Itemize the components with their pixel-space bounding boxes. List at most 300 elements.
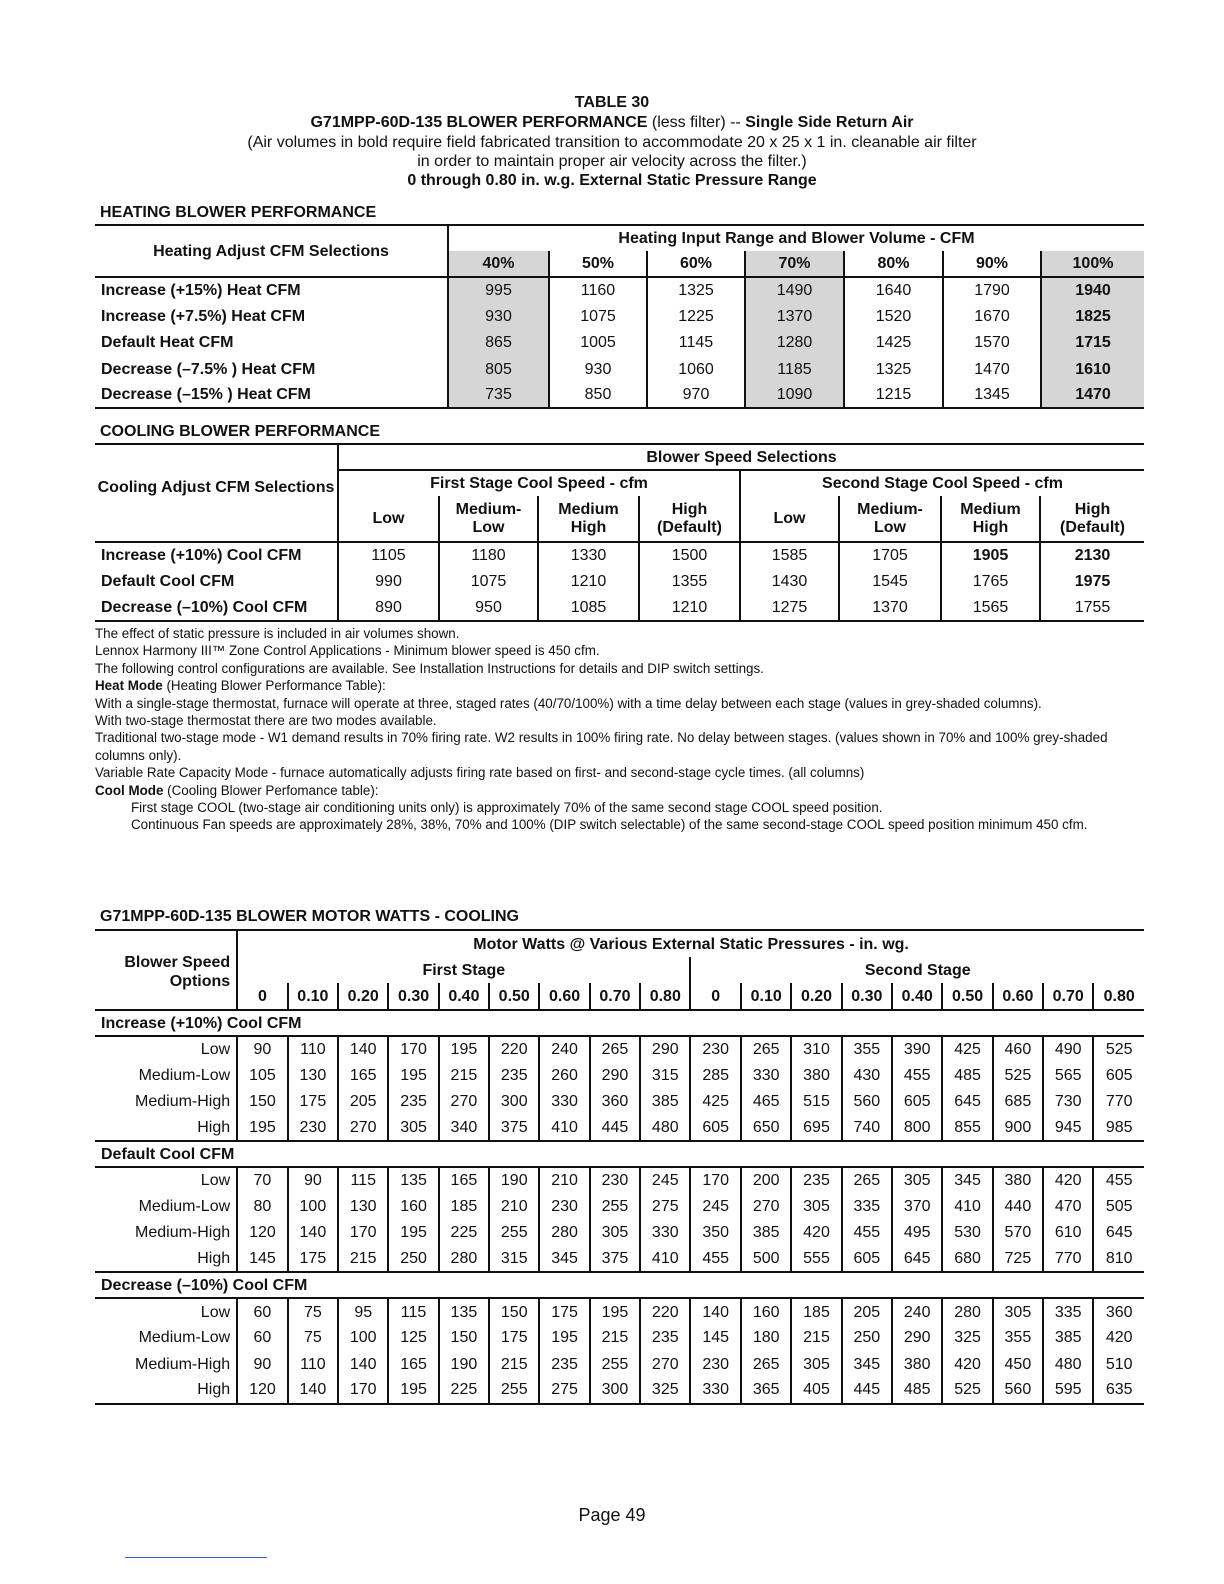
- watts-cell: 770: [1043, 1246, 1093, 1272]
- watts-cell: 560: [993, 1377, 1043, 1403]
- watts-cell: 110: [288, 1036, 338, 1062]
- note-continuous-fan: Continuous Fan speeds are approximately 28%, 38%, 70% and 100% (DIP switch selectable) of the same second-stage COOL speed position minimum 450 cfm.: [131, 817, 1088, 833]
- watts-cell: 355: [993, 1325, 1043, 1351]
- watts-cell: 245: [690, 1193, 741, 1219]
- watts-cell: 315: [640, 1062, 690, 1088]
- watts-cell: 130: [288, 1062, 338, 1088]
- watts-cell: 310: [791, 1036, 841, 1062]
- watts-cell: 570: [993, 1220, 1043, 1246]
- cooling-table: [95, 443, 1144, 622]
- watts-cell: 90: [237, 1351, 288, 1377]
- heating-cell: 1160: [549, 277, 647, 303]
- watts-cell: 250: [842, 1325, 892, 1351]
- cooling-cell: 1085: [538, 595, 639, 621]
- watts-cell: 325: [942, 1325, 992, 1351]
- heating-col-header: 100%: [1041, 251, 1144, 277]
- watts-cell: 175: [288, 1246, 338, 1272]
- watts-cell: 370: [892, 1193, 942, 1219]
- cooling-col-header: Medium-Low: [439, 496, 538, 542]
- watts-cell: 645: [892, 1246, 942, 1272]
- watts-cell: 440: [993, 1193, 1043, 1219]
- pressure-header: 0.30: [842, 983, 892, 1010]
- watts-cell: 800: [892, 1115, 942, 1141]
- heating-cell: 1670: [943, 303, 1041, 329]
- watts-section-title: G71MPP-60D-135 BLOWER MOTOR WATTS - COOLING: [100, 908, 519, 925]
- cooling-cell: 1755: [1040, 595, 1144, 621]
- watts-second-stage: Second Stage: [690, 957, 1144, 983]
- heating-row: [95, 330, 1144, 356]
- watts-cell: 270: [439, 1089, 489, 1115]
- watts-cell: 215: [791, 1325, 841, 1351]
- watts-cell: 360: [1093, 1298, 1144, 1324]
- watts-cell: 95: [338, 1298, 388, 1324]
- heating-row: [95, 303, 1144, 329]
- watts-pressure-row: [95, 983, 1144, 1010]
- cooling-cell: 1565: [941, 595, 1040, 621]
- table-title: [0, 113, 1224, 132]
- speed-label: Medium-Low: [138, 1198, 231, 1216]
- speed-label: Medium-High: [135, 1355, 231, 1373]
- note-static-pressure: The effect of static pressure is included in air volumes shown.: [95, 626, 460, 641]
- cooling-row: [95, 595, 1144, 621]
- watts-cell: 175: [539, 1298, 589, 1324]
- heating-col-header: 80%: [844, 251, 943, 277]
- speed-label: High: [95, 1246, 237, 1272]
- watts-cell: 490: [1043, 1036, 1093, 1062]
- watts-group-row: [95, 1272, 1144, 1298]
- watts-cell: 770: [1093, 1089, 1144, 1115]
- heating-row-label: Increase (+15%) Heat CFM: [101, 282, 301, 300]
- watts-cell: 900: [993, 1115, 1043, 1141]
- watts-cell: 645: [1093, 1220, 1144, 1246]
- watts-cell: 605: [892, 1089, 942, 1115]
- heating-cell: 1185: [745, 356, 844, 382]
- heating-cell: 1940: [1041, 277, 1144, 303]
- watts-group-label: Default Cool CFM: [95, 1141, 1144, 1167]
- watts-cell: 605: [690, 1115, 741, 1141]
- footer-line: [125, 1557, 267, 1558]
- watts-label-header: Blower Speed Options: [95, 930, 237, 1010]
- pressure-header: 0.10: [741, 983, 791, 1010]
- watts-cell: 185: [791, 1298, 841, 1324]
- heating-cell: 1215: [844, 382, 943, 408]
- watts-cell: 235: [539, 1351, 589, 1377]
- watts-cell: 375: [590, 1246, 640, 1272]
- watts-cell: 340: [439, 1115, 489, 1141]
- heating-header-row: [95, 225, 1144, 251]
- heating-cell: 1825: [1041, 303, 1144, 329]
- watts-cell: 345: [842, 1351, 892, 1377]
- cooling-cell: 2130: [1040, 542, 1144, 568]
- cooling-cell: 1545: [839, 568, 941, 594]
- watts-cell: 195: [237, 1115, 288, 1141]
- watts-cell: 105: [237, 1062, 288, 1088]
- notes: [95, 625, 1145, 834]
- watts-cell: 305: [993, 1298, 1043, 1324]
- watts-cell: 330: [640, 1220, 690, 1246]
- speed-label: Low: [200, 1041, 231, 1059]
- watts-cell: 330: [690, 1377, 741, 1403]
- watts-cell: 455: [842, 1220, 892, 1246]
- watts-cell: 985: [1093, 1115, 1144, 1141]
- cooling-col-header: High (Default): [1040, 496, 1144, 542]
- watts-cell: 255: [590, 1193, 640, 1219]
- watts-cell: 480: [640, 1115, 690, 1141]
- watts-cell: 510: [1093, 1351, 1144, 1377]
- watts-cell: 305: [791, 1351, 841, 1377]
- watts-cell: 215: [590, 1325, 640, 1351]
- cooling-col-header: Low: [740, 496, 839, 542]
- watts-cell: 325: [640, 1377, 690, 1403]
- watts-cell: 90: [237, 1036, 288, 1062]
- heat-mode-text: (Heating Blower Performance Table):: [162, 678, 386, 694]
- heating-row-label: Increase (+7.5%) Heat CFM: [101, 307, 306, 325]
- watts-cell: 205: [842, 1298, 892, 1324]
- title-model: G71MPP-60D-135 BLOWER PERFORMANCE: [310, 114, 648, 131]
- watts-cell: 195: [388, 1220, 438, 1246]
- watts-cell: 175: [288, 1089, 338, 1115]
- watts-cell: 465: [741, 1089, 791, 1115]
- watts-cell: 140: [288, 1220, 338, 1246]
- watts-cell: 685: [993, 1089, 1043, 1115]
- watts-cell: 210: [489, 1193, 539, 1219]
- heating-cell: 1090: [745, 382, 844, 408]
- watts-row: [95, 1089, 1144, 1115]
- cooling-col-header: High (Default): [639, 496, 740, 542]
- watts-cell: 420: [791, 1220, 841, 1246]
- cooling-cell: 1765: [941, 568, 1040, 594]
- pressure-range: 0 through 0.80 in. w.g. External Static Pressure Range: [407, 172, 817, 189]
- watts-cell: 335: [842, 1193, 892, 1219]
- watts-cell: 605: [842, 1246, 892, 1272]
- watts-cell: 275: [539, 1377, 589, 1403]
- pressure-header: 0.80: [1093, 983, 1144, 1010]
- watts-cell: 190: [489, 1167, 539, 1193]
- cooling-row-label: Decrease (–10%) Cool CFM: [95, 595, 338, 621]
- watts-row: [95, 1167, 1144, 1193]
- watts-group-label: Increase (+10%) Cool CFM: [95, 1010, 1144, 1036]
- pressure-header: 0.80: [640, 983, 690, 1010]
- cooling-cell: 990: [338, 568, 439, 594]
- watts-cell: 455: [892, 1062, 942, 1088]
- watts-cell: 175: [489, 1325, 539, 1351]
- cooling-cell: 1705: [839, 542, 941, 568]
- heating-cell: 1490: [745, 277, 844, 303]
- motor-watts-table: [95, 929, 1144, 1405]
- watts-cell: 215: [338, 1246, 388, 1272]
- watts-cell: 160: [388, 1193, 438, 1219]
- watts-cell: 120: [237, 1220, 288, 1246]
- cooling-cell: 890: [338, 595, 439, 621]
- heating-row: [95, 356, 1144, 382]
- heating-row: [95, 277, 1144, 303]
- watts-cell: 165: [338, 1062, 388, 1088]
- pressure-header: 0.60: [993, 983, 1043, 1010]
- cooling-header-row-1: [95, 444, 1144, 470]
- watts-cell: 180: [741, 1325, 791, 1351]
- watts-cell: 75: [288, 1298, 338, 1324]
- pressure-header: 0.40: [439, 983, 489, 1010]
- watts-cell: 130: [338, 1193, 388, 1219]
- watts-cell: 60: [237, 1325, 288, 1351]
- watts-cell: 235: [489, 1062, 539, 1088]
- title-filter-note: (less filter) --: [647, 114, 746, 131]
- watts-cell: 170: [338, 1220, 388, 1246]
- watts-cell: 215: [489, 1351, 539, 1377]
- heating-cell: 1570: [943, 330, 1041, 356]
- watts-cell: 275: [640, 1193, 690, 1219]
- watts-cell: 280: [942, 1298, 992, 1324]
- watts-cell: 945: [1043, 1115, 1093, 1141]
- cooling-row-label: Increase (+10%) Cool CFM: [101, 547, 302, 565]
- watts-cell: 385: [1043, 1325, 1093, 1351]
- speed-label: Medium-High: [135, 1093, 231, 1111]
- speed-label: High: [95, 1377, 237, 1403]
- note-configurations: The following control configurations are available. See Installation Instructions for details and DIP switch settings.: [95, 660, 764, 676]
- watts-cell: 170: [690, 1167, 741, 1193]
- watts-cell: 70: [237, 1167, 288, 1193]
- watts-cell: 315: [489, 1246, 539, 1272]
- watts-cell: 565: [1043, 1062, 1093, 1088]
- cooling-cell: 1105: [338, 542, 439, 568]
- watts-cell: 730: [1043, 1089, 1093, 1115]
- speed-label: Medium-Low: [138, 1329, 231, 1347]
- watts-row: [95, 1115, 1144, 1141]
- watts-cell: 265: [590, 1036, 640, 1062]
- watts-cell: 595: [1043, 1377, 1093, 1403]
- heating-col-header: 90%: [943, 251, 1041, 277]
- heating-table: [95, 224, 1144, 409]
- heating-row-label: Decrease (–7.5% ) Heat CFM: [101, 360, 316, 378]
- speed-label: Medium-Low: [138, 1066, 231, 1084]
- watts-cell: 280: [539, 1220, 589, 1246]
- watts-cell: 455: [1093, 1167, 1144, 1193]
- watts-cell: 505: [1093, 1193, 1144, 1219]
- cooling-cell: 1355: [639, 568, 740, 594]
- watts-cell: 525: [942, 1377, 992, 1403]
- header-note-1: (Air volumes in bold require field fabricated transition to accommodate 20 x 25 x 1 in. cleanable air filter: [247, 134, 977, 151]
- watts-cell: 80: [237, 1193, 288, 1219]
- note-traditional: Traditional two-stage mode - W1 demand results in 70% firing rate. W2 results in 100% firing rate. No delay between stages. (values shown in 70% and 100% grey-shaded columns only).: [95, 730, 1108, 763]
- watts-cell: 230: [288, 1115, 338, 1141]
- note-first-stage-cool: First stage COOL (two-stage air conditioning units only) is approximately 70% of the same second stage COOL speed position.: [131, 800, 883, 816]
- watts-cell: 555: [791, 1246, 841, 1272]
- watts-cell: 265: [842, 1167, 892, 1193]
- heat-mode-label: Heat Mode: [95, 678, 163, 694]
- watts-cell: 560: [842, 1089, 892, 1115]
- watts-cell: 150: [439, 1325, 489, 1351]
- watts-cell: 450: [993, 1351, 1043, 1377]
- watts-cell: 300: [489, 1089, 539, 1115]
- watts-cell: 305: [388, 1115, 438, 1141]
- watts-cell: 195: [590, 1298, 640, 1324]
- watts-cell: 305: [791, 1193, 841, 1219]
- watts-cell: 335: [1043, 1298, 1093, 1324]
- watts-cell: 470: [1043, 1193, 1093, 1219]
- heating-cell: 1470: [1041, 382, 1144, 408]
- heating-cell: 735: [448, 382, 549, 408]
- watts-row: [95, 1377, 1144, 1403]
- watts-row: [95, 1325, 1144, 1351]
- watts-cell: 420: [942, 1351, 992, 1377]
- watts-cell: 305: [590, 1220, 640, 1246]
- watts-cell: 645: [942, 1089, 992, 1115]
- watts-first-stage: First Stage: [237, 957, 690, 983]
- watts-cell: 410: [539, 1115, 589, 1141]
- watts-cell: 205: [338, 1089, 388, 1115]
- watts-cell: 235: [388, 1089, 438, 1115]
- heating-cell: 865: [448, 330, 549, 356]
- watts-cell: 215: [439, 1062, 489, 1088]
- watts-row: [95, 1036, 1144, 1062]
- cooling-cell: 1430: [740, 568, 839, 594]
- watts-cell: 290: [590, 1062, 640, 1088]
- watts-cell: 635: [1093, 1377, 1144, 1403]
- watts-header-row-2: [95, 957, 1144, 983]
- note-cool-mode: [95, 782, 1145, 799]
- watts-cell: 855: [942, 1115, 992, 1141]
- watts-group-row: [95, 1010, 1144, 1036]
- watts-cell: 235: [791, 1167, 841, 1193]
- pressure-header: 0.50: [942, 983, 992, 1010]
- heating-cell: 1325: [647, 277, 745, 303]
- heating-cell: 1075: [549, 303, 647, 329]
- pressure-header: 0.60: [539, 983, 589, 1010]
- watts-cell: 265: [741, 1351, 791, 1377]
- watts-cell: 245: [640, 1167, 690, 1193]
- watts-cell: 145: [690, 1325, 741, 1351]
- watts-cell: 385: [640, 1089, 690, 1115]
- watts-cell: 525: [1093, 1036, 1144, 1062]
- watts-cell: 460: [993, 1036, 1043, 1062]
- watts-cell: 140: [338, 1036, 388, 1062]
- watts-cell: 220: [640, 1298, 690, 1324]
- watts-row: [95, 1246, 1144, 1272]
- watts-cell: 100: [288, 1193, 338, 1219]
- watts-cell: 495: [892, 1220, 942, 1246]
- watts-cell: 525: [993, 1062, 1043, 1088]
- watts-cell: 220: [489, 1036, 539, 1062]
- pressure-header: 0.20: [791, 983, 841, 1010]
- cooling-cell: 1370: [839, 595, 941, 621]
- cool-mode-text: (Cooling Blower Perfomance table):: [163, 782, 379, 798]
- watts-cell: 170: [388, 1036, 438, 1062]
- cooling-cell: 1275: [740, 595, 839, 621]
- watts-cell: 190: [439, 1351, 489, 1377]
- heating-group-header: Heating Input Range and Blower Volume - CFM: [448, 225, 1144, 251]
- heating-cell: 1470: [943, 356, 1041, 382]
- watts-cell: 650: [741, 1115, 791, 1141]
- watts-cell: 695: [791, 1115, 841, 1141]
- pressure-header: 0.20: [338, 983, 388, 1010]
- note-heat-mode: [95, 677, 1145, 694]
- watts-cell: 225: [439, 1377, 489, 1403]
- heating-cell: 1145: [647, 330, 745, 356]
- watts-cell: 270: [741, 1193, 791, 1219]
- heating-cell: 1280: [745, 330, 844, 356]
- watts-cell: 255: [489, 1220, 539, 1246]
- watts-cell: 235: [640, 1325, 690, 1351]
- watts-row: [95, 1062, 1144, 1088]
- watts-cell: 140: [338, 1351, 388, 1377]
- cooling-section-title: COOLING BLOWER PERFORMANCE: [100, 423, 380, 440]
- cooling-cell: 1585: [740, 542, 839, 568]
- watts-cell: 260: [539, 1062, 589, 1088]
- watts-cell: 355: [842, 1036, 892, 1062]
- heating-cell: 805: [448, 356, 549, 382]
- heating-cell: 1790: [943, 277, 1041, 303]
- cooling-col-header: Medium High: [538, 496, 639, 542]
- watts-group-label: Decrease (–10%) Cool CFM: [95, 1272, 1144, 1298]
- watts-cell: 405: [791, 1377, 841, 1403]
- watts-cell: 195: [439, 1036, 489, 1062]
- watts-cell: 115: [338, 1167, 388, 1193]
- heating-cell: 930: [549, 356, 647, 382]
- heating-cell: 1520: [844, 303, 943, 329]
- watts-cell: 210: [539, 1167, 589, 1193]
- heating-cell: 1425: [844, 330, 943, 356]
- cooling-label-header: Cooling Adjust CFM Selections: [95, 444, 338, 542]
- speed-label: Low: [200, 1303, 231, 1321]
- watts-cell: 60: [237, 1298, 288, 1324]
- watts-cell: 365: [741, 1377, 791, 1403]
- watts-row: [95, 1351, 1144, 1377]
- watts-cell: 345: [539, 1246, 589, 1272]
- watts-cell: 485: [942, 1062, 992, 1088]
- watts-cell: 270: [640, 1351, 690, 1377]
- heating-cell: 1715: [1041, 330, 1144, 356]
- watts-cell: 150: [237, 1089, 288, 1115]
- watts-cell: 500: [741, 1246, 791, 1272]
- watts-cell: 480: [1043, 1351, 1093, 1377]
- watts-cell: 225: [439, 1220, 489, 1246]
- heating-col-header: 70%: [745, 251, 844, 277]
- watts-cell: 740: [842, 1115, 892, 1141]
- watts-cell: 385: [741, 1220, 791, 1246]
- watts-cell: 75: [288, 1325, 338, 1351]
- watts-cell: 230: [590, 1167, 640, 1193]
- watts-cell: 90: [288, 1167, 338, 1193]
- cooling-cell: 1180: [439, 542, 538, 568]
- watts-cell: 305: [892, 1167, 942, 1193]
- watts-cell: 300: [590, 1377, 640, 1403]
- watts-cell: 425: [690, 1089, 741, 1115]
- heating-col-header: 50%: [549, 251, 647, 277]
- heating-row-label: Default Heat CFM: [101, 334, 234, 352]
- pressure-header: 0: [237, 983, 288, 1010]
- heating-cell: 1225: [647, 303, 745, 329]
- watts-cell: 240: [892, 1298, 942, 1324]
- heating-section-title: HEATING BLOWER PERFORMANCE: [100, 204, 377, 221]
- watts-cell: 280: [439, 1246, 489, 1272]
- watts-cell: 250: [388, 1246, 438, 1272]
- watts-cell: 120: [237, 1377, 288, 1403]
- heating-col-header: 60%: [647, 251, 745, 277]
- pressure-header: 0.50: [489, 983, 539, 1010]
- watts-cell: 125: [388, 1325, 438, 1351]
- watts-cell: 375: [489, 1115, 539, 1141]
- heating-col-header: 40%: [448, 251, 549, 277]
- watts-cell: 115: [388, 1298, 438, 1324]
- cooling-cell: 1210: [639, 595, 740, 621]
- watts-cell: 240: [539, 1036, 589, 1062]
- pressure-header: 0: [690, 983, 741, 1010]
- speed-label: High: [95, 1115, 237, 1141]
- pressure-header: 0.10: [288, 983, 338, 1010]
- cooling-col-header: Medium High: [941, 496, 1040, 542]
- heating-cell: 850: [549, 382, 647, 408]
- cooling-group-header: Blower Speed Selections: [338, 444, 1144, 470]
